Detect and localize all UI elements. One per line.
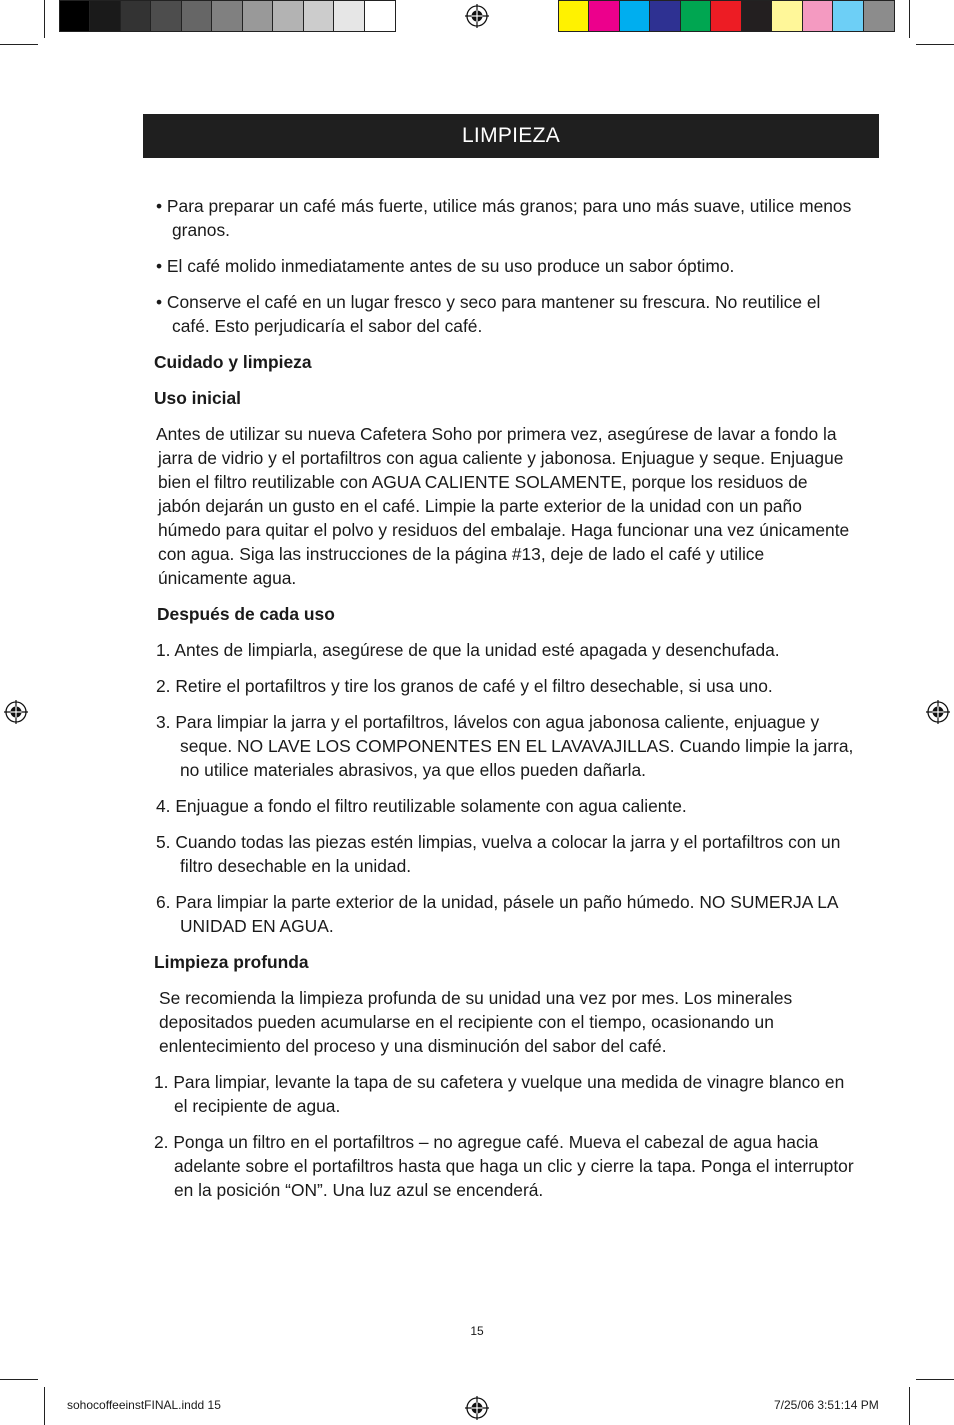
- crop-mark: [0, 44, 38, 45]
- page-title: LIMPIEZA: [143, 114, 879, 158]
- tip-item: • Para preparar un café más fuerte, utilice más granos; para uno más suave, utilice menos granos.: [156, 196, 852, 240]
- color-swatch: [151, 1, 181, 31]
- slug-filename: sohocoffeeinstFINAL.indd 15: [67, 1398, 221, 1412]
- page-number: 15: [470, 1324, 484, 1338]
- after-use-step: 2. Retire el portafiltros y tire los granos de café y el filtro desechable, si usa uno.: [156, 676, 773, 696]
- section-heading-after-use: Después de cada uso: [157, 604, 335, 624]
- color-swatch: [243, 1, 273, 31]
- registration-mark-icon: [4, 700, 28, 724]
- crop-mark: [916, 44, 954, 45]
- after-use-step: 4. Enjuague a fondo el filtro reutilizable solamente con agua caliente.: [156, 796, 687, 816]
- slug-timestamp: 7/25/06 3:51:14 PM: [774, 1398, 879, 1412]
- tip-item: • El café molido inmediatamente antes de su uso produce un sabor óptimo.: [156, 256, 735, 276]
- gray-scale-bar: [59, 0, 396, 32]
- color-swatch: [620, 1, 650, 31]
- color-swatch: [90, 1, 120, 31]
- crop-mark: [0, 1379, 38, 1380]
- registration-mark-icon: [465, 1396, 489, 1420]
- color-swatch: [182, 1, 212, 31]
- crop-mark: [916, 1379, 954, 1380]
- after-use-step: 3. Para limpiar la jarra y el portafiltros, lávelos con agua jabonosa caliente, enjuague y seque. NO LAVE LOS COMPONENTES EN EL LAVAVAJILLAS. Cuando limpie la jarra, no utilice materiales abrasivos, ya que ellos pueden dañarla.: [156, 712, 854, 780]
- crop-mark: [44, 0, 45, 38]
- deep-clean-paragraph: Se recomienda la limpieza profunda de su unidad una vez por mes. Los minerales depositados pueden acumularse en el recipiente con el tiempo, ocasionando un enlentecimiento del proceso y una disminución del sabor del café.: [159, 988, 793, 1056]
- registration-mark-icon: [926, 700, 950, 724]
- color-swatch: [833, 1, 863, 31]
- color-swatch: [681, 1, 711, 31]
- registration-mark-icon: [465, 4, 489, 28]
- color-swatch: [212, 1, 242, 31]
- process-color-bar: [558, 0, 895, 32]
- color-swatch: [711, 1, 741, 31]
- after-use-step: 6. Para limpiar la parte exterior de la unidad, pásele un paño húmedo. NO SUMERJA LA UNIDAD EN AGUA.: [156, 892, 838, 936]
- section-heading-initial-use: Uso inicial: [154, 388, 241, 408]
- color-swatch: [772, 1, 802, 31]
- tip-item: • Conserve el café en un lugar fresco y seco para mantener su frescura. No reutilice el café. Esto perjudicaría el sabor del café.: [156, 292, 821, 336]
- crop-mark: [909, 0, 910, 38]
- color-swatch: [742, 1, 772, 31]
- crop-mark: [909, 1387, 910, 1425]
- after-use-step: 1. Antes de limpiarla, asegúrese de que la unidad esté apagada y desenchufada.: [156, 640, 780, 660]
- section-heading-care: Cuidado y limpieza: [154, 352, 312, 372]
- section-heading-deep-clean: Limpieza profunda: [154, 952, 309, 972]
- color-swatch: [589, 1, 619, 31]
- document-body: [154, 194, 854, 1214]
- color-swatch: [273, 1, 303, 31]
- color-swatch: [334, 1, 364, 31]
- deep-clean-step: 1. Para limpiar, levante la tapa de su cafetera y vuelque una medida de vinagre blanco en el recipiente de agua.: [154, 1072, 845, 1116]
- initial-use-paragraph: Antes de utilizar su nueva Cafetera Soho por primera vez, asegúrese de lavar a fondo la jarra de vidrio y el portafiltros con agua caliente y jabonosa. Enjuague y seque. Enjuague bien el filtro reutilizable con AGUA CALIENTE SOLAMENTE, porque los residuos de jabón dejarán un gusto en el café. Limpie la parte exterior de la unidad con un paño húmedo para quitar el polvo y residuos del embalaje. Haga funcionar una vez únicamente con agua. Siga las instrucciones de la página #13, deje de lado el café y utilice únicamente agua.: [156, 424, 850, 588]
- color-swatch: [864, 1, 894, 31]
- color-swatch: [121, 1, 151, 31]
- color-swatch: [559, 1, 589, 31]
- color-swatch: [60, 1, 90, 31]
- color-swatch: [304, 1, 334, 31]
- color-swatch: [650, 1, 680, 31]
- color-swatch: [365, 1, 395, 31]
- color-swatch: [803, 1, 833, 31]
- deep-clean-step: 2. Ponga un filtro en el portafiltros – no agregue café. Mueva el cabezal de agua hacia adelante sobre el portafiltros hasta que haga un clic y cierre la tapa. Ponga el interruptor en la posición “ON”. Una luz azul se encenderá.: [154, 1132, 854, 1200]
- after-use-step: 5. Cuando todas las piezas estén limpias, vuelva a colocar la jarra y el portafiltros con un filtro desechable en la unidad.: [156, 832, 841, 876]
- crop-mark: [44, 1387, 45, 1425]
